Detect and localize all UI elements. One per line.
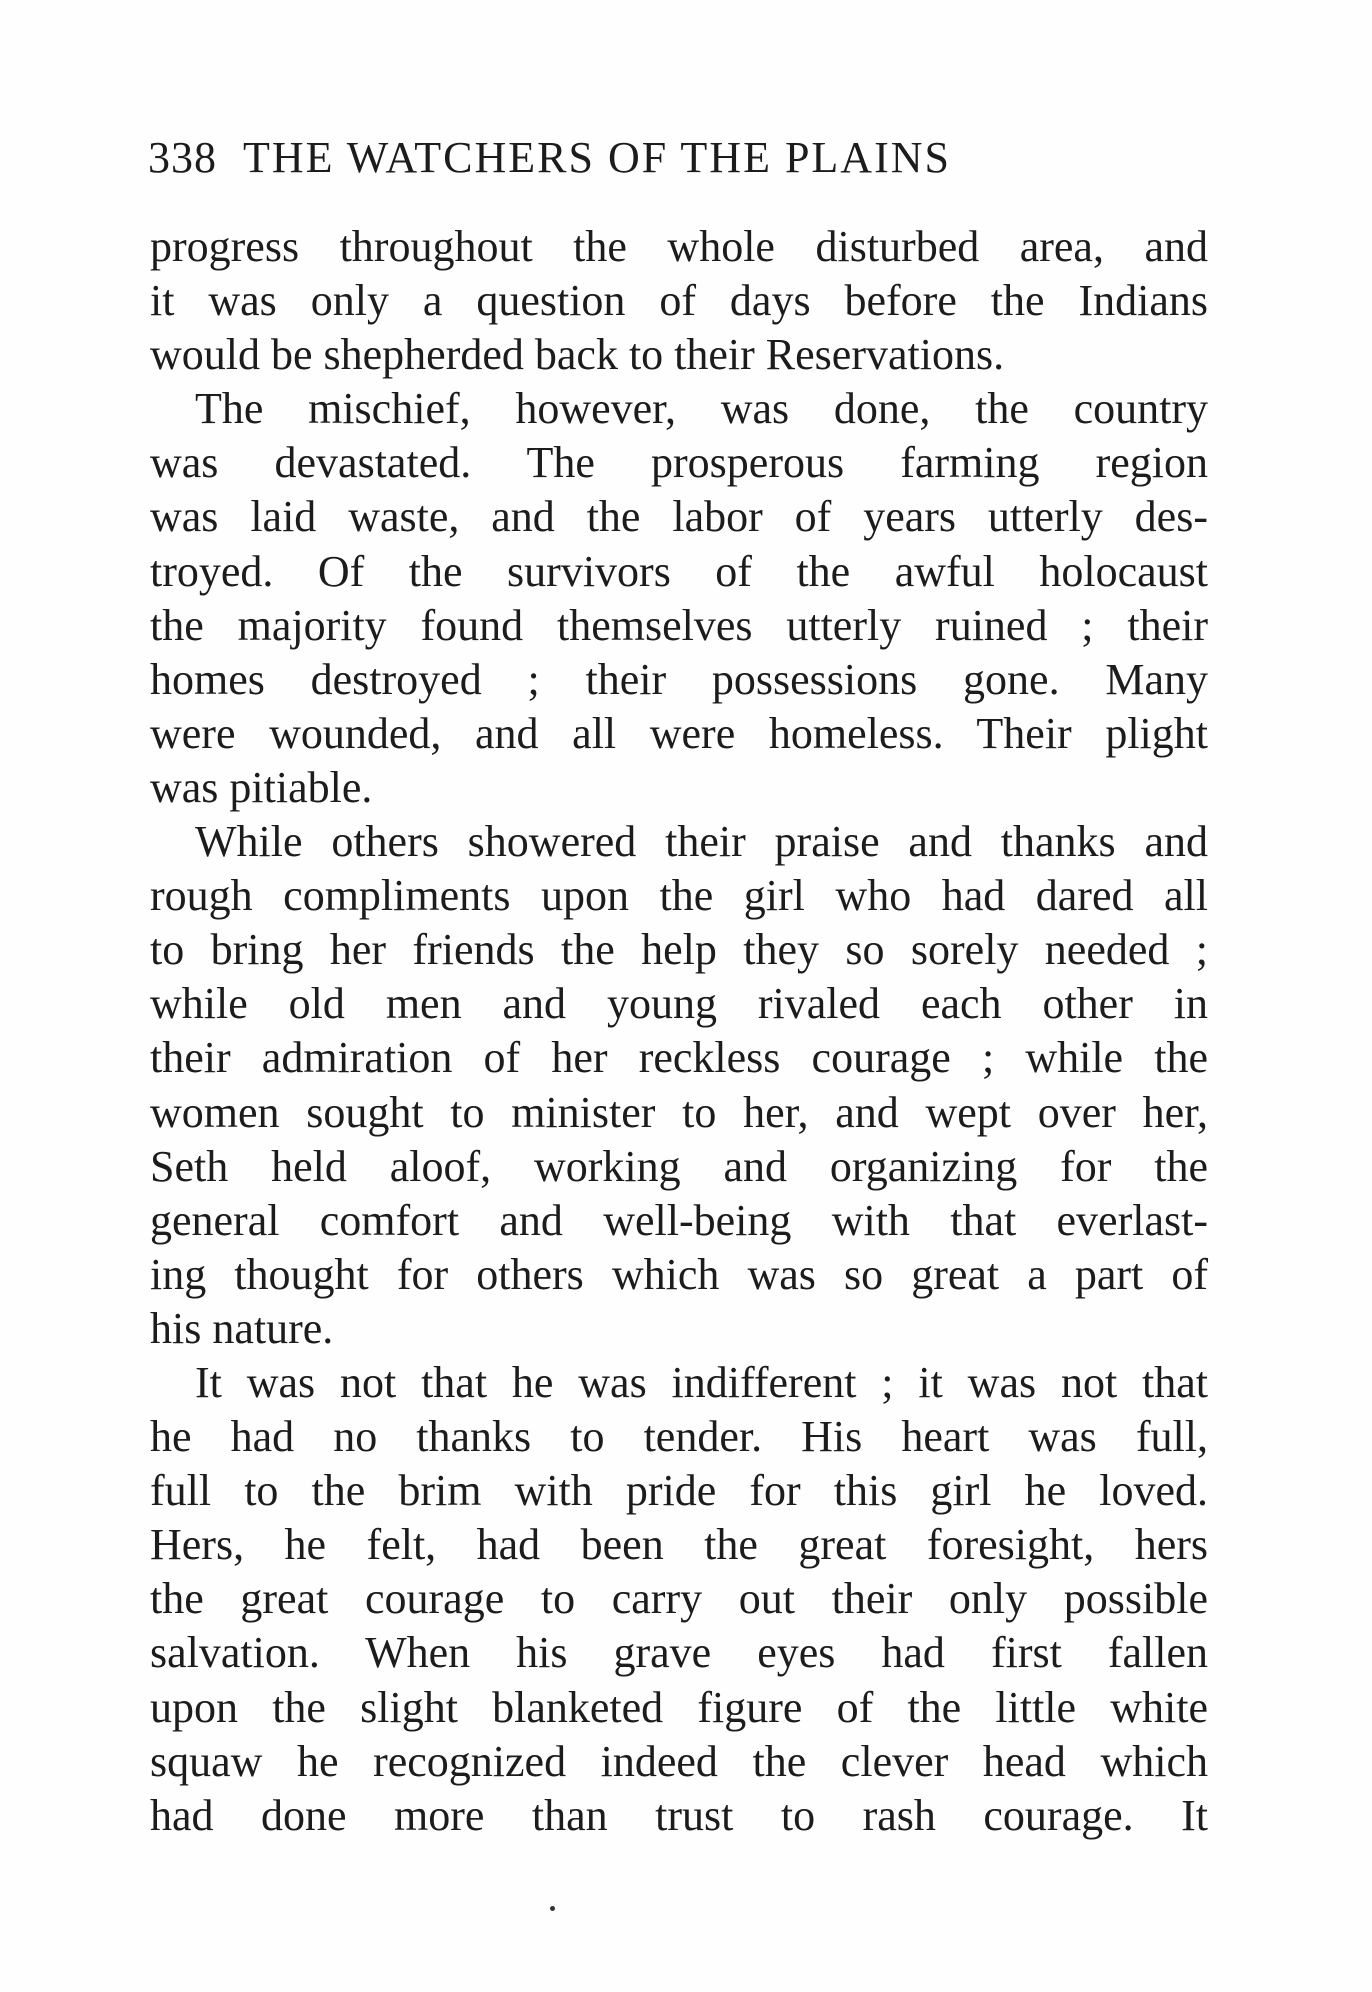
text-line: his nature. bbox=[150, 1303, 334, 1353]
text-line: upon the slight blanketed figure of the little white bbox=[150, 1682, 1208, 1732]
text-line: ing thought for others which was so great a part of bbox=[150, 1249, 1208, 1299]
text-line: general comfort and well-being with that everlast- bbox=[150, 1195, 1208, 1245]
running-head bbox=[148, 128, 1208, 188]
text-line: the majority found themselves utterly ruined ; their bbox=[150, 600, 1208, 650]
text-line: The mischief, however, was done, the country bbox=[195, 384, 1208, 434]
text-line: their admiration of her reckless courage ; while the bbox=[150, 1033, 1208, 1083]
page-number: 338 bbox=[148, 133, 217, 182]
text-line: salvation. When his grave eyes had first fallen bbox=[150, 1628, 1208, 1678]
text-line: Hers, he felt, had been the great foresight, hers bbox=[150, 1520, 1208, 1570]
text-line: the great courage to carry out their only possible bbox=[150, 1574, 1208, 1624]
text-line: was pitiable. bbox=[150, 762, 373, 812]
text-line: were wounded, and all were homeless. Their plight bbox=[150, 708, 1208, 758]
text-line: he had no thanks to tender. His heart was full, bbox=[150, 1412, 1208, 1462]
text-line: was devastated. The prosperous farming region bbox=[150, 438, 1208, 488]
text-line: had done more than trust to rash courage. It bbox=[150, 1790, 1208, 1840]
text-line: to bring her friends the help they so sorely needed ; bbox=[150, 925, 1208, 975]
text-line: While others showered their praise and thanks and bbox=[195, 817, 1208, 867]
text-line: squaw he recognized indeed the clever head which bbox=[150, 1736, 1208, 1786]
text-line: homes destroyed ; their possessions gone. Many bbox=[150, 654, 1208, 704]
text-line: would be shepherded back to their Reservations. bbox=[150, 330, 1005, 380]
text-line: it was only a question of days before the Indians bbox=[150, 276, 1208, 326]
text-line: progress throughout the whole disturbed area, and bbox=[150, 222, 1208, 271]
text-line: was laid waste, and the labor of years utterly des- bbox=[150, 492, 1208, 542]
text-line: while old men and young rivaled each other in bbox=[150, 979, 1208, 1029]
footer-mark bbox=[550, 1906, 555, 1911]
text-line: women sought to minister to her, and wept over her, bbox=[150, 1087, 1208, 1137]
text-line: It was not that he was indifferent ; it was not that bbox=[195, 1357, 1208, 1407]
body-text bbox=[150, 220, 1208, 1843]
book-title: THE WATCHERS OF THE PLAINS bbox=[243, 133, 951, 182]
text-line: full to the brim with pride for this girl he loved. bbox=[150, 1466, 1208, 1516]
text-line: rough compliments upon the girl who had dared all bbox=[150, 871, 1208, 921]
text-line: Seth held aloof, working and organizing for the bbox=[150, 1141, 1208, 1191]
text-line: troyed. Of the survivors of the awful holocaust bbox=[150, 546, 1208, 596]
